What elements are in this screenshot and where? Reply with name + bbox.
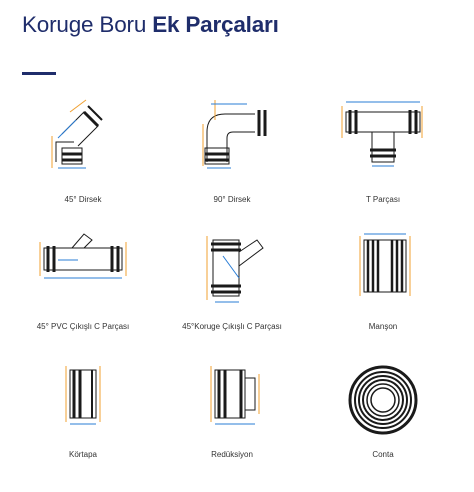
label-90-dirsek: 90° Dirsek (213, 195, 251, 204)
title-bold: Ek Parçaları (152, 12, 279, 37)
title-light: Koruge Boru (22, 12, 153, 37)
koruge-branch-icon (167, 222, 297, 322)
fitting-manson (318, 222, 448, 347)
label-reduksiyon: Redüksiyon (211, 450, 253, 459)
label-conta: Conta (372, 450, 394, 459)
fitting-kortapa (18, 360, 148, 485)
fitting-t-parcasi (318, 92, 448, 217)
pvc-branch-icon (18, 222, 148, 322)
label-t-parcasi: T Parçası (365, 195, 401, 204)
page-title (22, 12, 279, 38)
gasket-icon (318, 360, 448, 450)
label-45-dirsek: 45° Dirsek (64, 195, 102, 204)
elbow-45-icon (18, 92, 148, 192)
label-kortapa: Körtapa (68, 450, 98, 459)
tee-icon (318, 92, 448, 192)
fitting-90-dirsek (167, 92, 297, 217)
fitting-koruge-branch (167, 222, 297, 347)
label-manson: Manşon (368, 322, 398, 331)
fitting-reduksiyon (167, 360, 297, 485)
label-koruge-branch: 45°Koruge Çıkışlı C Parçası (182, 322, 282, 331)
title-underline (22, 72, 56, 75)
fitting-45-dirsek (18, 92, 148, 217)
elbow-90-icon (167, 92, 297, 192)
fitting-conta (318, 360, 448, 485)
label-pvc-branch: 45° PVC Çıkışlı C Parçası (36, 322, 130, 331)
end-cap-icon (18, 360, 148, 450)
reducer-icon (167, 360, 297, 450)
fitting-pvc-branch (18, 222, 148, 347)
coupling-icon (318, 222, 448, 322)
